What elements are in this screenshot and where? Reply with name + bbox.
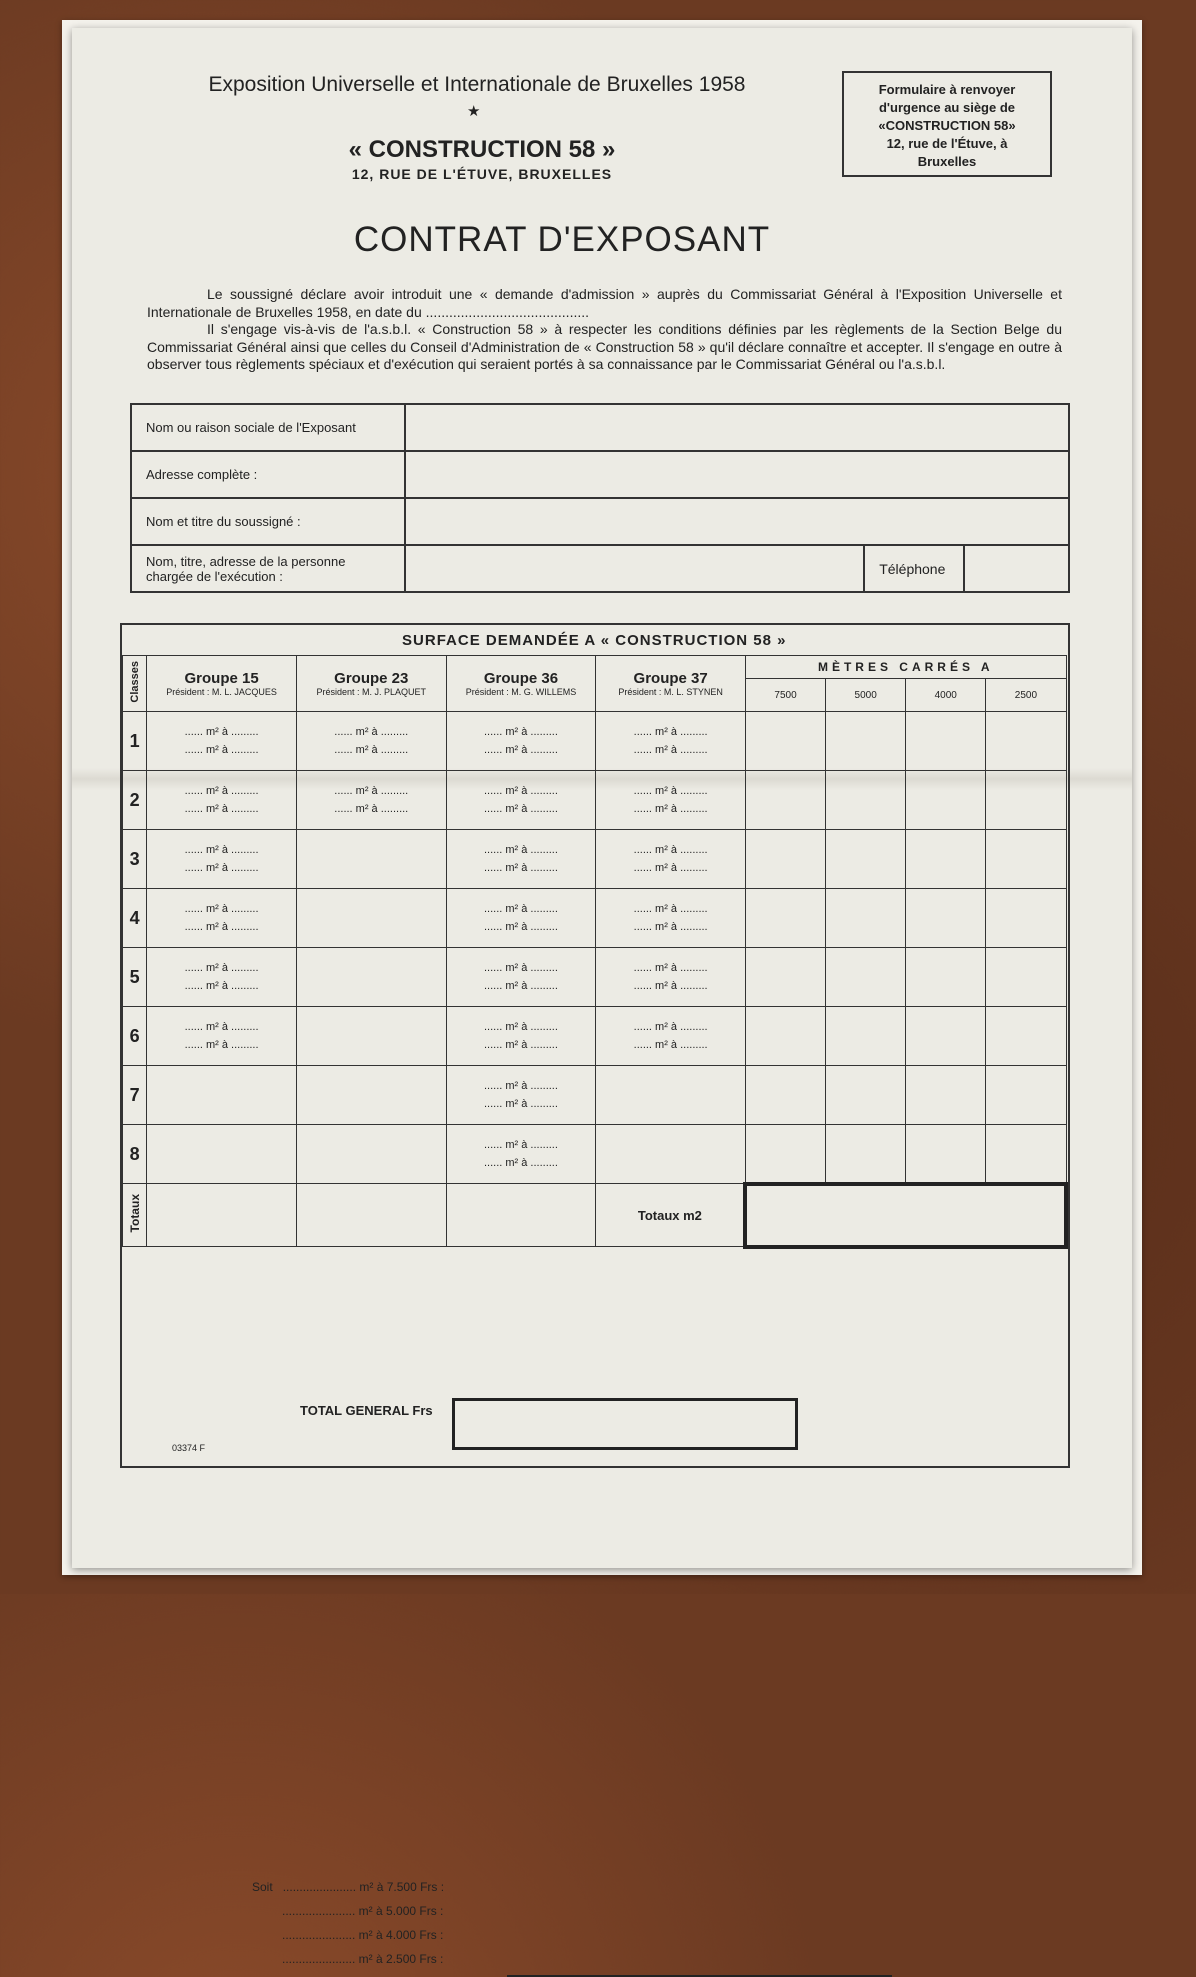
notice-line: Bruxelles — [917, 154, 977, 169]
group-entry-cell[interactable] — [147, 712, 297, 771]
group-entry-cell[interactable] — [147, 1125, 297, 1184]
declaration-paragraph: Il s'engage vis-à-vis de l'a.s.b.l. « Construction 58 » à respecter les conditions définies par les règlements de la Section Belge du Commissariat Général ainsi que celles du Conseil d'Administration de « Construction 58 » qu'il déclare connaître et accepter. Il s'engage en outre à observer tous règlements spéciaux et d'exécution qui seraient portés à sa connaissance par le Commissariat Général ou l'a.s.b.l. — [147, 321, 1062, 372]
price-entry-cell[interactable] — [906, 1007, 986, 1066]
price-entry-cell[interactable] — [745, 771, 825, 830]
return-notice — [842, 71, 1052, 177]
group-entry-cell[interactable] — [446, 889, 596, 948]
price-entry-cell[interactable] — [906, 712, 986, 771]
area-entry: ...... m² à ......... — [334, 785, 409, 797]
area-entry: ...... m² à ......... — [184, 744, 259, 756]
group-name: Groupe 37 — [633, 670, 708, 687]
price-entry-cell[interactable] — [826, 771, 906, 830]
price-entry-cell[interactable] — [986, 889, 1066, 948]
total-general-label: TOTAL GENERAL Frs — [300, 1403, 433, 1418]
totaux-m2-label: Totaux m2 — [596, 1184, 746, 1247]
area-entry: ...... m² à ......... — [334, 726, 409, 738]
area-entry: ...... m² à ......... — [184, 785, 259, 797]
area-entry: ...... m² à ......... — [633, 726, 708, 738]
area-entry: ...... m² à ......... — [483, 862, 558, 874]
group-entry-cell[interactable] — [296, 1125, 446, 1184]
price-entry-cell[interactable] — [906, 1125, 986, 1184]
phone-field[interactable] — [964, 545, 1069, 592]
surface-caption: SURFACE DEMANDÉE A « CONSTRUCTION 58 » — [123, 625, 1067, 656]
price-entry-cell[interactable] — [826, 1007, 906, 1066]
price-entry-cell[interactable] — [986, 771, 1066, 830]
class-number: 5 — [123, 948, 147, 1007]
class-number: 7 — [123, 1066, 147, 1125]
declaration-text — [147, 286, 1062, 374]
area-entry: ...... m² à ......... — [184, 1039, 259, 1051]
group-total-cell[interactable] — [446, 1184, 596, 1247]
organisation-address: 12, RUE DE L'ÉTUVE, BRUXELLES — [351, 166, 613, 182]
summary-block — [252, 1875, 444, 1971]
area-entry: ...... m² à ......... — [633, 803, 708, 815]
price-entry-cell[interactable] — [826, 712, 906, 771]
price-entry-cell[interactable] — [745, 712, 825, 771]
classes-label: Classes — [128, 661, 141, 703]
summary-line: ...................... m² à 4.000 Frs : — [282, 1928, 444, 1942]
area-entry: ...... m² à ......... — [633, 1039, 708, 1051]
total-general-field[interactable] — [452, 1398, 798, 1450]
area-entry: ...... m² à ......... — [334, 803, 409, 815]
area-entry: ...... m² à ......... — [483, 980, 558, 992]
group-entry-cell[interactable] — [596, 771, 746, 830]
group-entry-cell[interactable] — [147, 1066, 297, 1125]
price-entry-cell[interactable] — [826, 1066, 906, 1125]
area-entry: ...... m² à ......... — [483, 1157, 558, 1169]
summary-line — [252, 1875, 444, 1899]
price-entry-cell[interactable] — [906, 948, 986, 1007]
group-name: Groupe 23 — [334, 670, 409, 687]
class-number: 3 — [123, 830, 147, 889]
price-entry-cell[interactable] — [986, 1125, 1066, 1184]
class-row — [123, 771, 1067, 830]
area-entry: ...... m² à ......... — [184, 862, 259, 874]
class-rows — [123, 712, 1067, 1184]
class-row — [123, 1125, 1067, 1184]
classes-header — [123, 656, 147, 712]
contact-field[interactable] — [405, 545, 864, 592]
group-entry-cell[interactable] — [296, 948, 446, 1007]
group-entry-cell[interactable] — [296, 830, 446, 889]
price-entry-cell[interactable] — [826, 889, 906, 948]
form-reference: 03374 F — [172, 1443, 206, 1453]
price-entry-cell[interactable] — [745, 1125, 825, 1184]
price-entry-cell[interactable] — [745, 830, 825, 889]
price-header: 2500 — [986, 679, 1066, 712]
group-entry-cell[interactable] — [596, 1125, 746, 1184]
group-president: Président : M. L. JACQUES — [166, 687, 277, 697]
group-entry-cell[interactable] — [147, 830, 297, 889]
group-president: Président : M. L. STYNEN — [618, 687, 723, 697]
surface-table — [122, 625, 1068, 1249]
price-header: 5000 — [826, 679, 906, 712]
class-row — [123, 948, 1067, 1007]
notice-line: Formulaire à renvoyer — [878, 82, 1016, 97]
price-header: 7500 — [745, 679, 825, 712]
area-entry: ...... m² à ......... — [334, 744, 409, 756]
area-entry: ...... m² à ......... — [483, 962, 558, 974]
group-header — [596, 656, 746, 712]
group-entry-cell[interactable] — [446, 830, 596, 889]
class-row — [123, 1007, 1067, 1066]
class-number: 6 — [123, 1007, 147, 1066]
totaux-header — [123, 1184, 147, 1247]
class-number: 2 — [123, 771, 147, 830]
area-entry: ...... m² à ......... — [483, 785, 558, 797]
group-entry-cell[interactable] — [296, 1007, 446, 1066]
page-title: CONTRAT D'EXPOSANT — [353, 220, 771, 259]
price-entry-cell[interactable] — [906, 771, 986, 830]
group-total-cell[interactable] — [296, 1184, 446, 1247]
surface-section — [120, 623, 1070, 1966]
star-icon: ★ — [467, 103, 481, 120]
area-entry: ...... m² à ......... — [633, 785, 708, 797]
soit-label: Soit — [252, 1880, 273, 1894]
price-entry-cell[interactable] — [986, 1007, 1066, 1066]
group-entry-cell[interactable] — [446, 1066, 596, 1125]
price-entry-cell[interactable] — [826, 1125, 906, 1184]
area-entry: ...... m² à ......... — [633, 903, 708, 915]
group-entry-cell[interactable] — [147, 1007, 297, 1066]
declaration-paragraph: Le soussigné déclare avoir introduit une « demande d'admission » auprès du Commissariat Général à l'Exposition Universelle et Internationale de Bruxelles 1958, en date du .......................................... — [147, 286, 1062, 320]
area-entry: ...... m² à ......... — [633, 844, 708, 856]
group-name: Groupe 36 — [483, 670, 559, 687]
group-entry-cell[interactable] — [596, 830, 746, 889]
area-entry: ...... m² à ......... — [483, 744, 558, 756]
metres-header: MÈTRES CARRÉS A — [745, 656, 1066, 679]
price-entry-cell[interactable] — [826, 948, 906, 1007]
class-row — [123, 830, 1067, 889]
price-entry-cell[interactable] — [906, 1066, 986, 1125]
group-entry-cell[interactable] — [296, 771, 446, 830]
totaux-label: Totaux — [127, 1194, 142, 1233]
group-entry-cell[interactable] — [596, 948, 746, 1007]
price-entry-cell[interactable] — [986, 830, 1066, 889]
area-entry: ...... m² à ......... — [633, 921, 708, 933]
area-entry: ...... m² à ......... — [483, 1039, 558, 1051]
summary-line-text: ...................... m² à 7.500 Frs : — [282, 1880, 445, 1894]
area-entry: ...... m² à ......... — [633, 962, 708, 974]
area-entry: ...... m² à ......... — [184, 844, 259, 856]
group-entry-cell[interactable] — [596, 712, 746, 771]
area-entry: ...... m² à ......... — [483, 921, 558, 933]
price-entry-cell[interactable] — [745, 1066, 825, 1125]
group-entry-cell[interactable] — [446, 948, 596, 1007]
area-entry: ...... m² à ......... — [483, 803, 558, 815]
group-entry-cell[interactable] — [296, 1066, 446, 1125]
group-entry-cell[interactable] — [296, 712, 446, 771]
area-entry: ...... m² à ......... — [633, 1021, 708, 1033]
area-entry: ...... m² à ......... — [483, 844, 558, 856]
phone-label: Téléphone — [864, 545, 964, 592]
group-entry-cell[interactable] — [147, 948, 297, 1007]
contact-label: Nom, titre, adresse de la personne chargée de l'exécution : — [131, 545, 405, 592]
group-entry-cell[interactable] — [596, 1066, 746, 1125]
price-entry-cell[interactable] — [906, 889, 986, 948]
notice-line: «CONSTRUCTION 58» — [878, 118, 1016, 133]
price-entry-cell[interactable] — [745, 1007, 825, 1066]
group-header — [296, 656, 446, 712]
class-number: 1 — [123, 712, 147, 771]
notice-line: d'urgence au siège de — [878, 100, 1016, 115]
price-entry-cell[interactable] — [986, 712, 1066, 771]
group-entry-cell[interactable] — [446, 1125, 596, 1184]
organisation-name: « CONSTRUCTION 58 » — [348, 136, 616, 163]
price-entry-cell[interactable] — [986, 948, 1066, 1007]
signatory-label: Nom et titre du soussigné : — [131, 498, 405, 545]
summary-line: ...................... m² à 5.000 Frs : — [282, 1904, 444, 1918]
name-field[interactable] — [405, 404, 1069, 451]
area-entry: ...... m² à ......... — [483, 903, 558, 915]
price-entry-cell[interactable] — [986, 1066, 1066, 1125]
expo-title: Exposition Universelle et Internationale de Bruxelles 1958 — [208, 73, 746, 96]
area-entry: ...... m² à ......... — [633, 862, 708, 874]
class-row — [123, 889, 1067, 948]
address-label: Adresse complète : — [131, 451, 405, 498]
group-president: Président : M. G. WILLEMS — [465, 687, 577, 697]
group-entry-cell[interactable] — [596, 1007, 746, 1066]
group-header — [147, 656, 297, 712]
summary-line: ...................... m² à 2.500 Frs : — [282, 1952, 444, 1966]
price-header: 4000 — [906, 679, 986, 712]
class-row — [123, 1066, 1067, 1125]
name-label: Nom ou raison sociale de l'Exposant — [131, 404, 405, 451]
group-entry-cell[interactable] — [446, 712, 596, 771]
area-entry: ...... m² à ......... — [483, 1021, 558, 1033]
exhibitor-info-table — [130, 403, 1070, 593]
totaux-m2-field[interactable] — [745, 1184, 1066, 1247]
group-entry-cell[interactable] — [596, 889, 746, 948]
signatory-field[interactable] — [405, 498, 1069, 545]
area-entry: ...... m² à ......... — [184, 803, 259, 815]
group-entry-cell[interactable] — [296, 889, 446, 948]
notice-line: 12, rue de l'Étuve, à — [886, 136, 1008, 151]
area-entry: ...... m² à ......... — [184, 962, 259, 974]
price-entry-cell[interactable] — [745, 889, 825, 948]
area-entry: ...... m² à ......... — [483, 1139, 558, 1151]
group-entry-cell[interactable] — [147, 771, 297, 830]
area-entry: ...... m² à ......... — [184, 1021, 259, 1033]
area-entry: ...... m² à ......... — [633, 980, 708, 992]
area-entry: ...... m² à ......... — [184, 903, 259, 915]
area-entry: ...... m² à ......... — [483, 1080, 558, 1092]
area-entry: ...... m² à ......... — [483, 1098, 558, 1110]
group-header — [446, 656, 596, 712]
area-entry: ...... m² à ......... — [633, 744, 708, 756]
area-entry: ...... m² à ......... — [184, 726, 259, 738]
group-entry-cell[interactable] — [147, 889, 297, 948]
address-field[interactable] — [405, 451, 1069, 498]
group-entry-cell[interactable] — [446, 771, 596, 830]
price-entry-cell[interactable] — [906, 830, 986, 889]
class-number: 8 — [123, 1125, 147, 1184]
area-entry: ...... m² à ......... — [184, 980, 259, 992]
area-entry: ...... m² à ......... — [483, 726, 558, 738]
group-entry-cell[interactable] — [446, 1007, 596, 1066]
contract-form — [72, 28, 1132, 1966]
group-total-cell[interactable] — [147, 1184, 297, 1247]
price-entry-cell[interactable] — [745, 948, 825, 1007]
group-president: Président : M. J. PLAQUET — [316, 687, 427, 697]
group-name: Groupe 15 — [184, 670, 259, 687]
price-entry-cell[interactable] — [826, 830, 906, 889]
class-number: 4 — [123, 889, 147, 948]
area-entry: ...... m² à ......... — [184, 921, 259, 933]
class-row — [123, 712, 1067, 771]
